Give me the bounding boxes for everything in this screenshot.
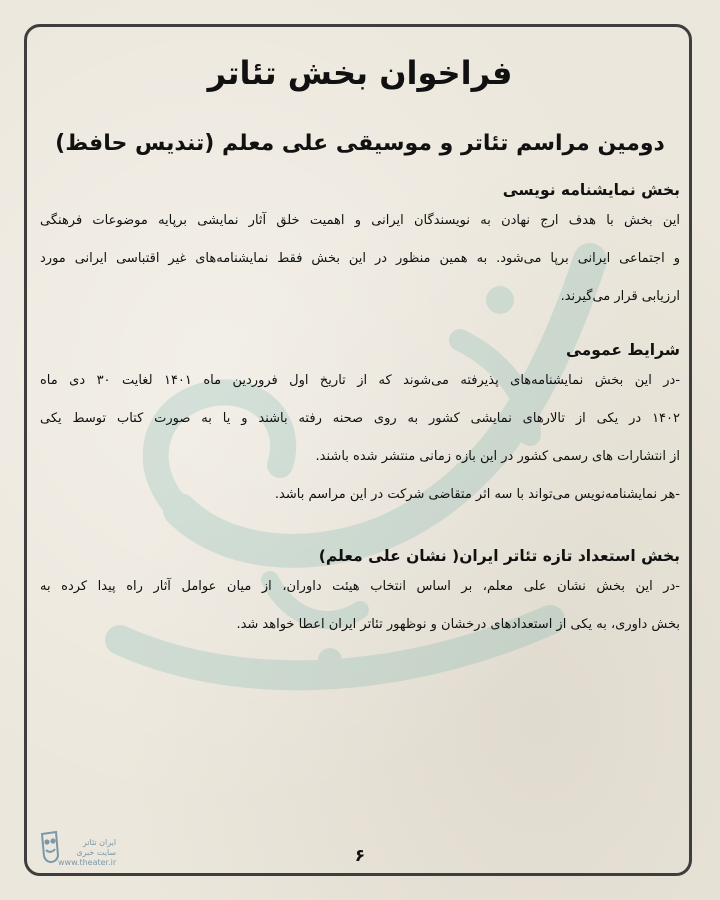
paragraph-line: -در این بخش نشان علی معلم، بر اساس انتخاب هیئت داوران، از میان عوامل آثار راه پیدا کرده به xyxy=(40,579,680,594)
logo-caption xyxy=(58,838,116,868)
document-body xyxy=(40,48,680,644)
section-heading: بخش نمایشنامه نویسی xyxy=(502,181,680,199)
page-number: ۶ xyxy=(354,846,366,866)
paragraph-line: ارزیابی قرار می‌گیرند. xyxy=(560,289,680,304)
section-general-conditions xyxy=(40,338,680,514)
logo-caption-line: ایران تئاتر xyxy=(82,838,117,847)
paragraph-line: بخش داوری، به یکی از استعدادهای درخشان و نوظهور تئاتر ایران اعطا خواهد شد. xyxy=(236,617,680,632)
paragraph-line: -هر نمایشنامه‌نویس می‌تواند با سه اثر متقاضی شرکت در این مراسم باشد. xyxy=(274,487,680,502)
section-playwriting xyxy=(40,178,680,316)
paragraph-line: و اجتماعی ایرانی برپا می‌شود. به همین منظور در این بخش فقط نمایشنامه‌های غیر اقتباسی ایرانی مورد xyxy=(40,251,680,266)
section-paragraph xyxy=(40,568,680,644)
paragraph-line: این بخش با هدف ارج نهادن به نویسندگان ایرانی و اهمیت خلق آثار نمایشی برپایه موضوعات فرهنگی xyxy=(40,213,680,228)
section-paragraph xyxy=(40,362,680,514)
paragraph-line: ۱۴۰۲ در یکی از تالارهای نمایشی کشور به روی صحنه رفته باشند و یا به صورت کتاب توسط یکی xyxy=(40,411,680,426)
page-subtitle: دومین مراسم تئاتر و موسیقی علی معلم (تندیس حافظ) xyxy=(55,131,665,156)
section-paragraph xyxy=(40,202,680,316)
section-new-talent xyxy=(40,544,680,644)
page-title: فراخوان بخش تئاتر xyxy=(207,54,513,92)
paragraph-line: -در این بخش نمایشنامه‌های پذیرفته می‌شوند که از تاریخ اول فروردین ماه ۱۴۰۱ لغایت ۳۰ دی ماه xyxy=(40,373,681,388)
paragraph-line: از انتشارات های رسمی کشور در این بازه زمانی منتشر شده باشند. xyxy=(315,449,680,464)
section-heading: شرایط عمومی xyxy=(566,341,680,359)
section-heading: بخش استعداد تازه تئاتر ایران( نشان علی معلم) xyxy=(318,547,680,565)
logo-caption-line: www.theater.ir xyxy=(58,858,117,867)
logo-caption-line: سایت خبری xyxy=(76,848,117,857)
